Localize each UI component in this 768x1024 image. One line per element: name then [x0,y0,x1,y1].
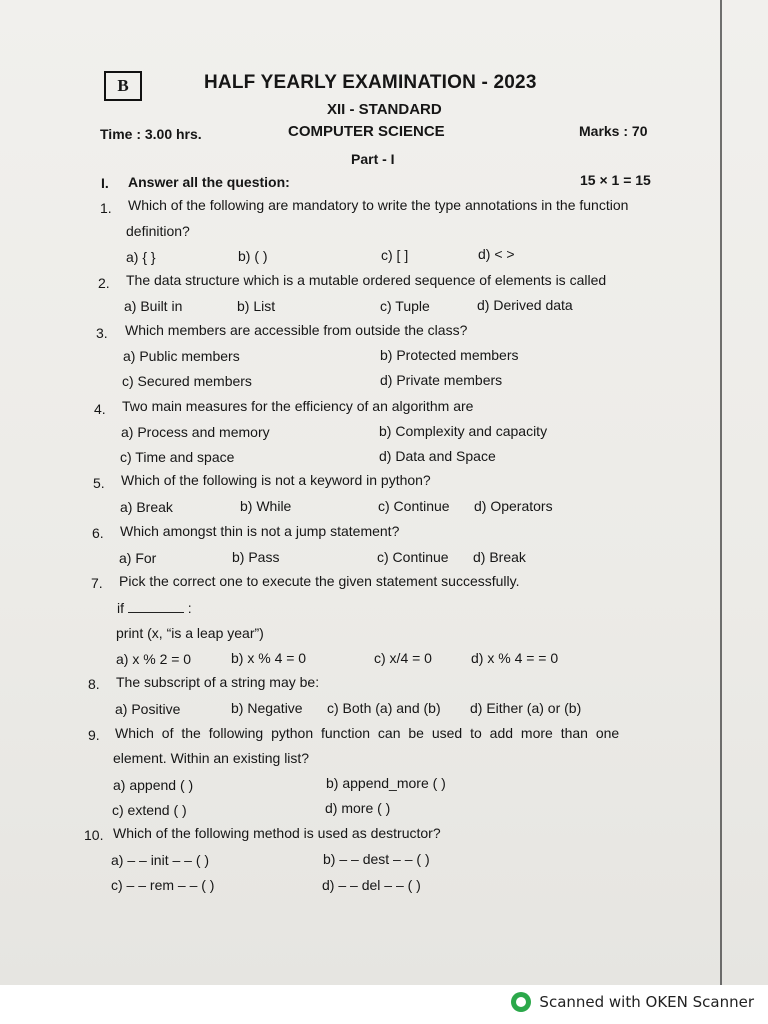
option-c: c) Continue [378,498,450,514]
question-number: 4. [94,401,106,417]
section-number: I. [101,175,109,191]
option-c: c) Continue [377,549,449,565]
question-number: 6. [92,525,104,541]
option-b: b) Complexity and capacity [379,423,548,439]
question-text: Which amongst thin is not a jump statement? [120,523,400,539]
question-number: 7. [91,575,103,591]
question-text: Two main measures for the efficiency of an algorithm are [122,398,474,414]
option-a: a) Positive [115,701,181,717]
question-number: 1. [100,200,112,216]
exam-title: HALF YEARLY EXAMINATION - 2023 [204,72,537,93]
option-b: b) ( ) [238,248,268,264]
question-text: definition? [126,223,190,239]
code-if-keyword: if [117,600,124,616]
question-number: 2. [98,275,110,291]
option-a: a) append ( ) [113,777,194,793]
option-c: c) Tuple [380,298,430,314]
option-d: d) more ( ) [325,800,391,816]
standard-label: XII - STANDARD [327,101,442,118]
question-text: Which of the following method is used as destructor? [113,825,441,841]
option-c: c) [ ] [381,247,409,263]
option-d: d) Operators [474,498,553,514]
option-d: d) – – del – – ( ) [322,877,421,893]
time-label: Time : 3.00 hrs. [100,126,202,142]
option-a: a) x % 2 = 0 [116,651,192,667]
question-text: element. Within an existing list? [113,750,310,766]
option-b: b) List [237,298,276,314]
option-d: d) Data and Space [379,448,496,464]
option-b: b) append_more ( ) [326,775,446,791]
option-a: a) Process and memory [121,424,270,440]
option-c: c) x/4 = 0 [374,650,432,666]
question-text: Which members are accessible from outside the class? [125,322,468,338]
code-if-statement [117,600,192,616]
option-a: a) Break [120,499,173,515]
option-b: b) Protected members [380,347,519,363]
option-a: a) Public members [123,348,240,364]
question-number: 10. [84,827,104,843]
option-b: b) Pass [232,549,280,565]
question-number: 8. [88,676,100,692]
scanner-watermark [511,992,754,1012]
option-b: b) Negative [231,700,303,716]
section-instruction: Answer all the question: [128,174,290,190]
option-b: b) While [240,498,292,514]
option-d: d) Private members [380,372,503,388]
option-d: d) Derived data [477,297,573,313]
fill-in-blank [128,600,184,613]
paper-code-box: B [104,71,142,101]
oken-scanner-logo-icon [511,992,531,1012]
scanner-text: Scanned with OKEN Scanner [539,993,754,1011]
code-print-statement: print (x, “is a leap year”) [116,625,264,641]
question-number: 5. [93,475,105,491]
part-label: Part - I [351,151,395,167]
question-number: 9. [88,727,100,743]
option-b: b) x % 4 = 0 [231,650,307,666]
code-colon: : [187,600,192,616]
question-text: Which of the following are mandatory to write the type annotations in the function [128,197,629,213]
subject-label: COMPUTER SCIENCE [288,123,445,140]
option-d: d) x % 4 = = 0 [471,650,559,666]
option-a: a) Built in [124,298,183,314]
question-text: Pick the correct one to execute the given statement successfully. [119,573,520,589]
option-a: a) { } [126,249,156,265]
question-text: The subscript of a string may be: [116,674,320,690]
option-c: c) – – rem – – ( ) [111,877,215,893]
option-a: a) – – init – – ( ) [111,852,210,868]
option-d: d) < > [478,246,515,262]
marks-label: Marks : 70 [579,123,648,139]
question-number: 3. [96,325,108,341]
question-text: Which of the following python function can be used to add more than one [115,725,620,741]
question-text: The data structure which is a mutable ordered sequence of elements is called [126,272,607,288]
page-edge-line [720,0,722,985]
option-c: c) Time and space [120,449,235,465]
option-c: c) extend ( ) [112,802,187,818]
option-d: d) Either (a) or (b) [470,700,582,716]
option-b: b) – – dest – – ( ) [323,851,430,867]
option-c: c) Both (a) and (b) [327,700,441,716]
option-d: d) Break [473,549,526,565]
question-text: Which of the following is not a keyword in python? [121,472,431,488]
option-c: c) Secured members [122,373,252,389]
section-marks: 15 × 1 = 15 [580,172,651,188]
option-a: a) For [119,550,157,566]
